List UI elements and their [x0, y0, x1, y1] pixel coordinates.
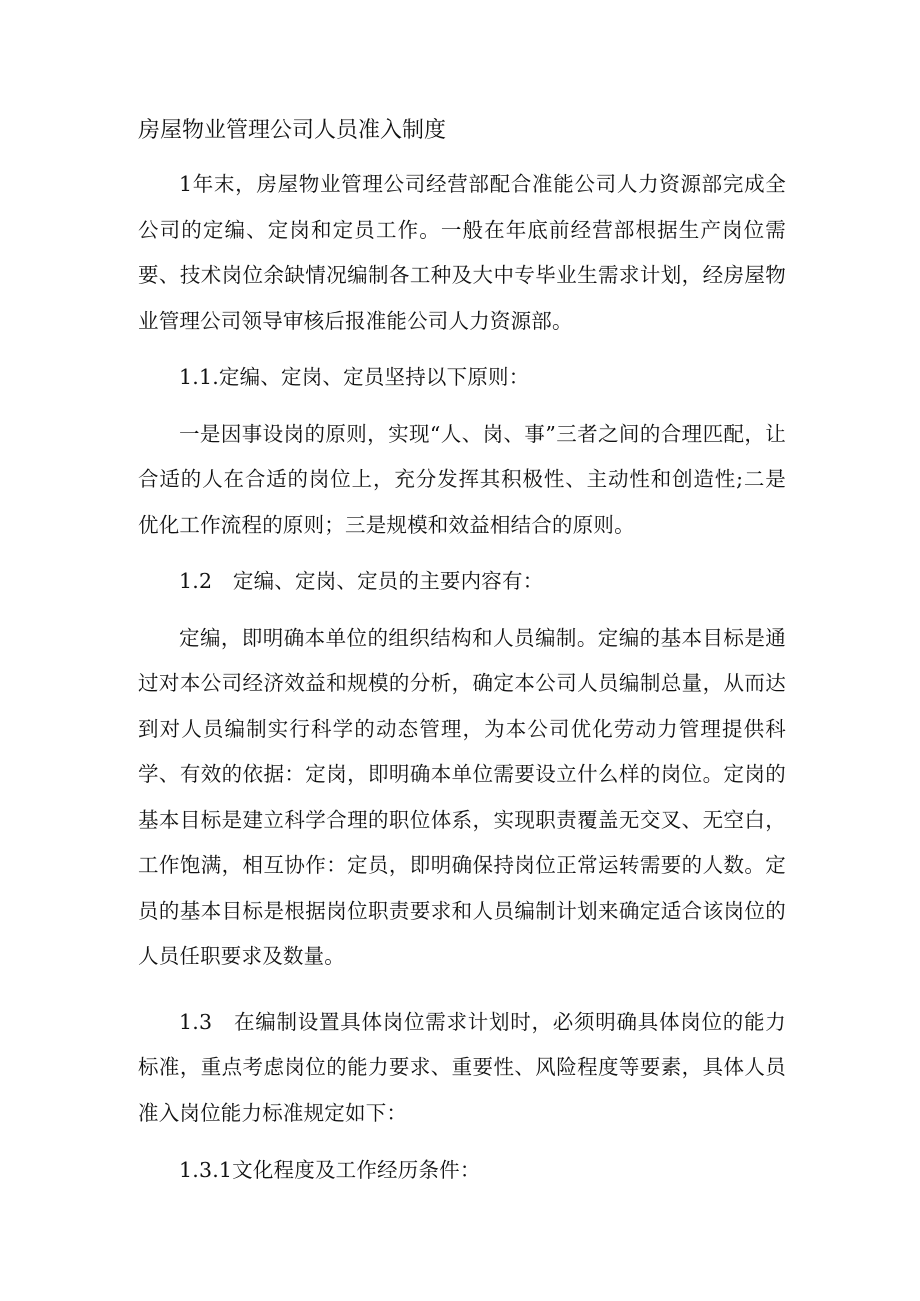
section-heading-1-2: 1.2 定编、定岗、定员的主要内容有：: [179, 569, 544, 593]
paragraph-section-1-3: 1.3 在编制设置具体岗位需求计划时，必须明确具体岗位的能力标准，重点考虑岗位的能力要求、重要性、风险程度等要素，具体人员准入岗位能力标准规定如下：: [138, 1009, 786, 1125]
paragraph-principles: 一是因事设岗的原则，实现“人、岗、事”三者之间的合理匹配，让合适的人在合适的岗位上，充分发挥其积极性、主动性和创造性;二是优化工作流程的原则；三是规模和效益相结合的原则。: [138, 421, 786, 537]
section-heading-1-1: 1.1.定编、定岗、定员坚持以下原则：: [179, 365, 530, 389]
section-heading-1-3-1: 1.3.1文化程度及工作经历条件：: [179, 1158, 481, 1182]
document-body: [138, 162, 786, 1194]
paragraph-main-content: 定编，即明确本单位的组织结构和人员编制。定编的基本目标是通过对本公司经济效益和规模的分析，确定本公司人员编制总量，从而达到对人员编制实行科学的动态管理，为本公司优化劳动力管理提供科学、有效的依据：定岗，即明确本单位需要设立什么样的岗位。定岗的基本目标是建立科学合理的职位体系，实现职责覆盖无交叉、无空白，工作饱满，相互协作：定员，即明确保持岗位正常运转需要的人数。定员的基本目标是根据岗位职责要求和人员编制计划来确定适合该岗位的人员任职要求及数量。: [138, 625, 786, 968]
paragraph-annual-staffing: 1年末，房屋物业管理公司经营部配合准能公司人力资源部完成全公司的定编、定岗和定员工作。一般在年底前经营部根据生产岗位需要、技术岗位余缺情况编制各工种及大中专毕业生需求计划，经房屋物业管理公司领导审核后报准能公司人力资源部。: [138, 172, 786, 333]
document-title: 房屋物业管理公司人员准入制度: [138, 118, 447, 143]
